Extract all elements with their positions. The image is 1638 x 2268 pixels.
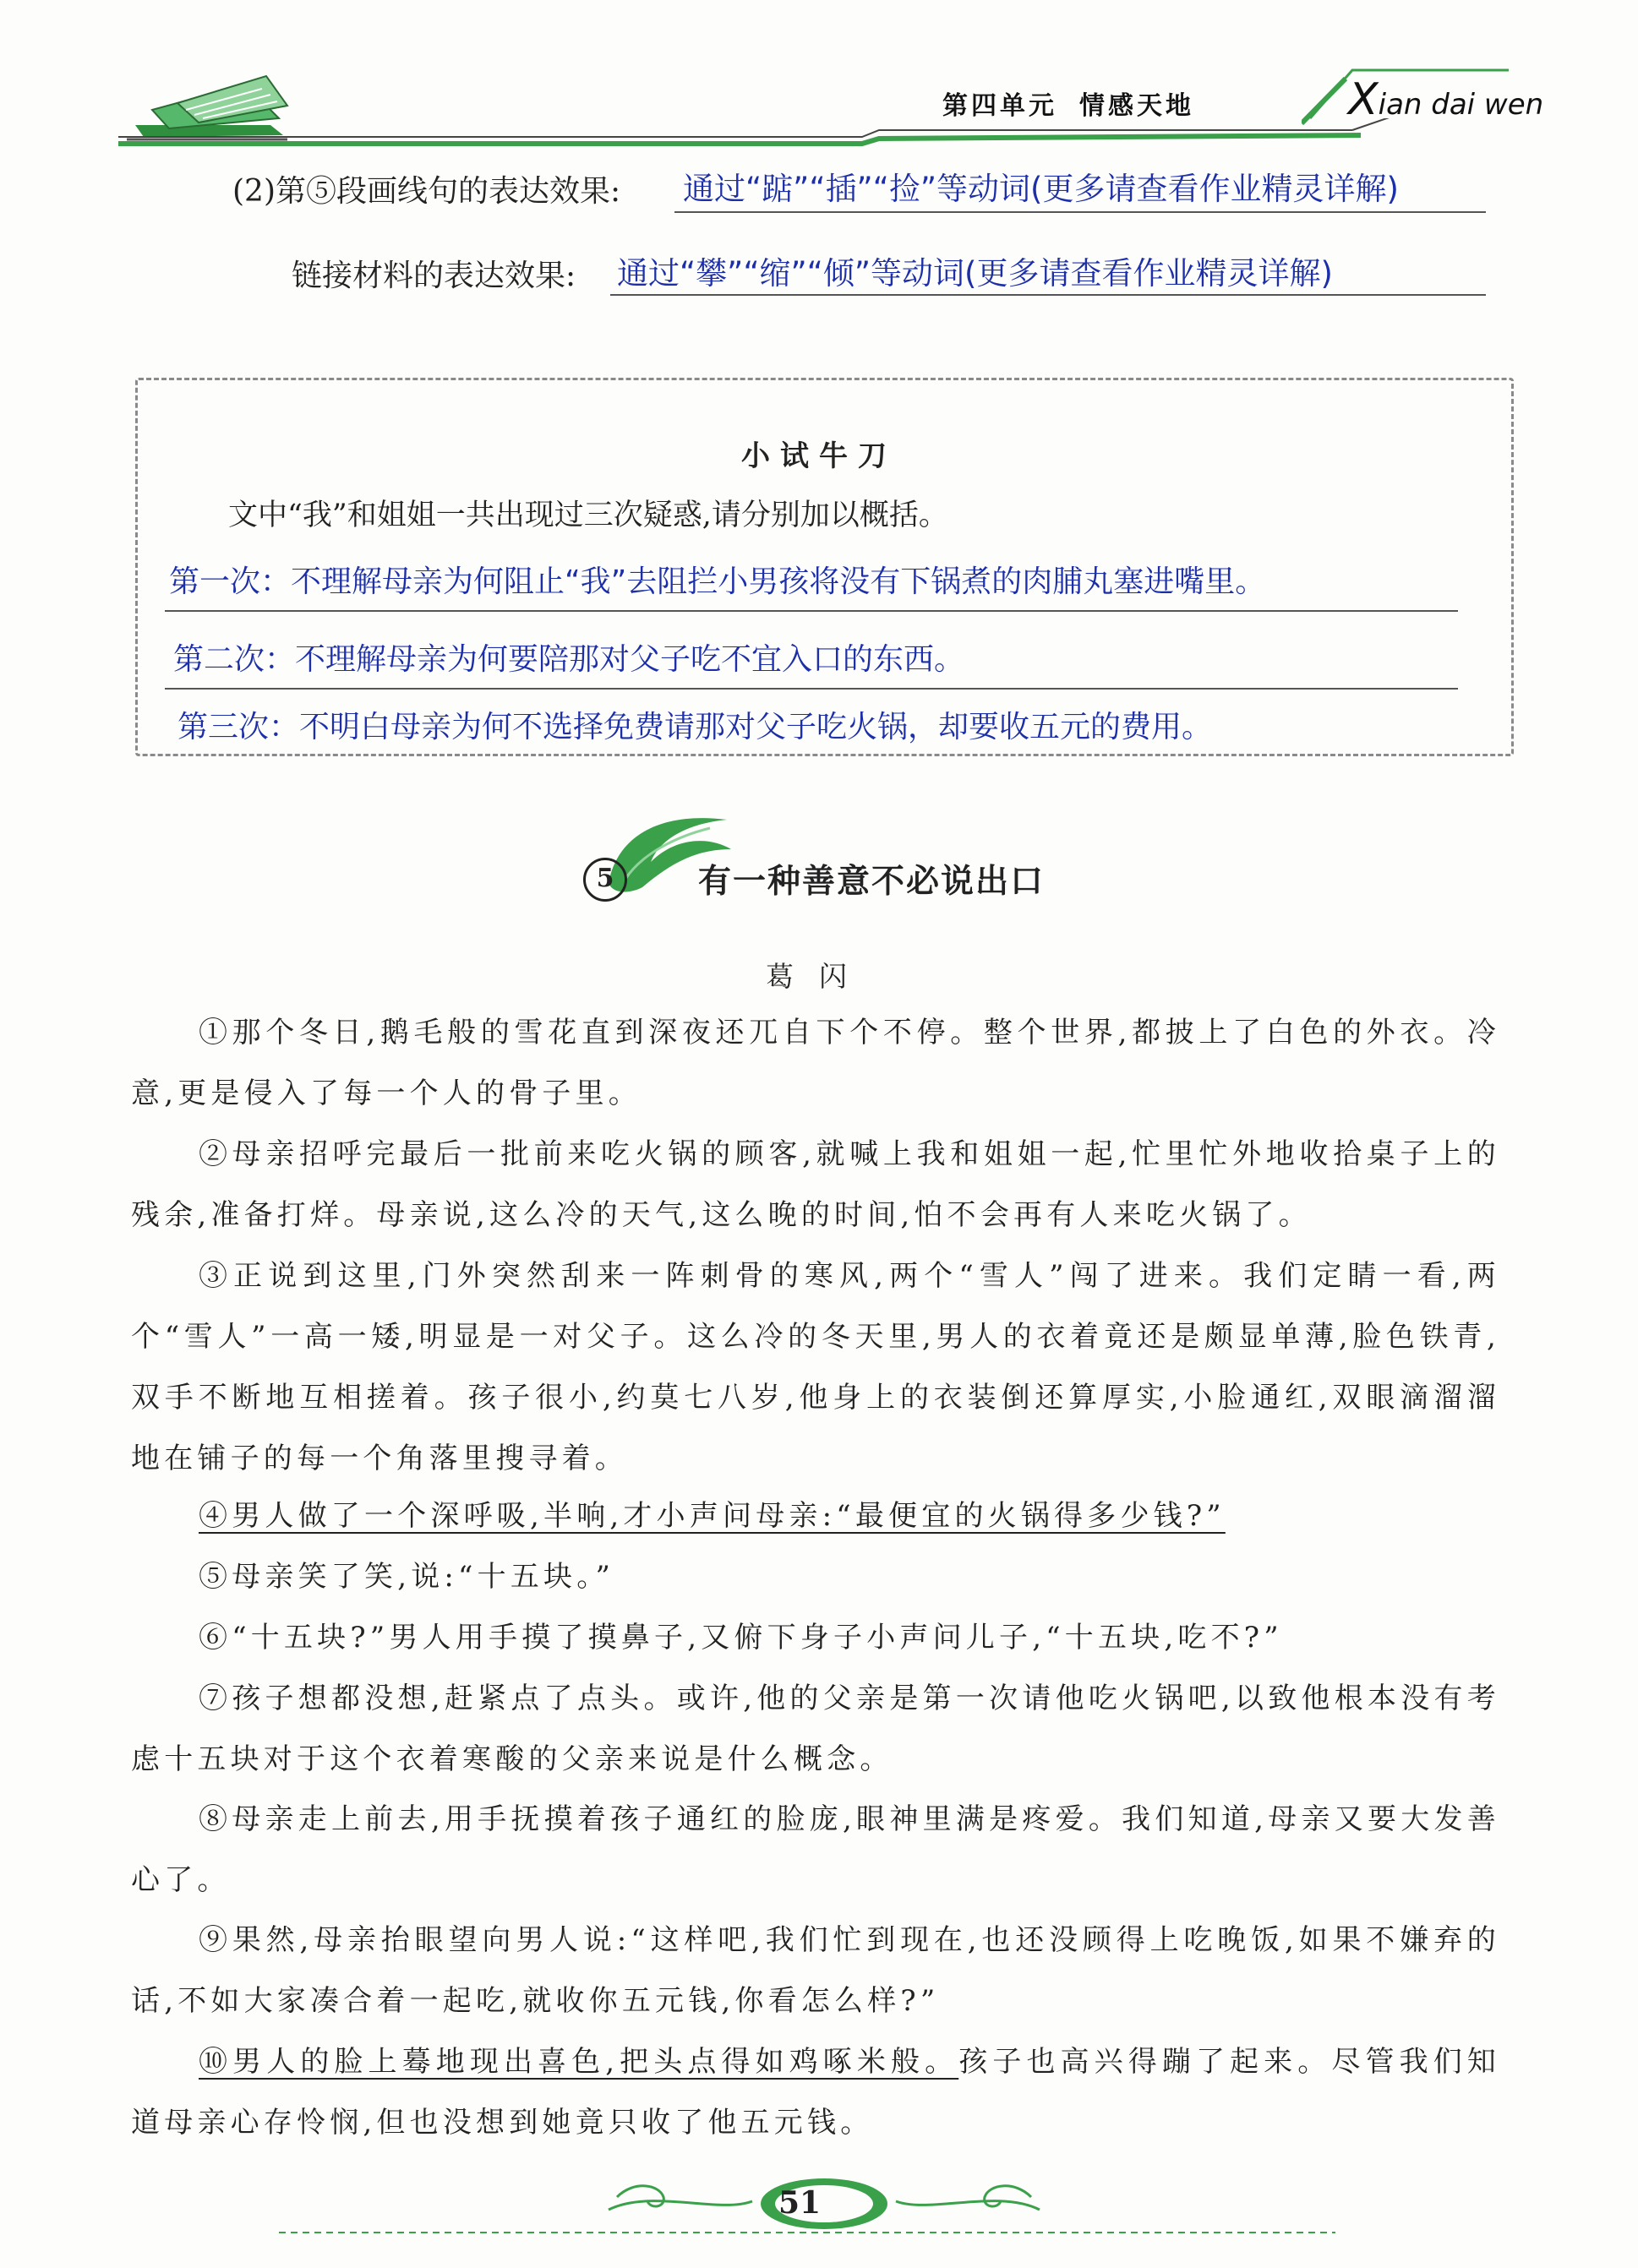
paragraph-block-2 [131, 1124, 1500, 1246]
paragraph-block-8 [131, 1789, 1500, 1911]
paragraph-9: ⑨果然,母亲抬眼望向男人说:“这样吧,我们忙到现在,也还没顾得上吃晚饭,如果不嫌弃的话,不如大家凑合着一起吃,就收你五元钱,你看怎么样?” [131, 1923, 1500, 2018]
link-label: 链接材料的表达效果: [292, 259, 576, 293]
practice-answer-3: 第三次：不明白母亲为何不选择免费请那对父子吃火锅，却要收五元的费用。 [177, 710, 1213, 744]
answer-rule-1 [165, 610, 1458, 612]
paragraph-1: ①那个冬日,鹅毛般的雪花直到深夜还兀自下个不停。整个世界,都披上了白色的外衣。冷意,更是侵入了每一个人的骨子里。 [131, 1016, 1500, 1110]
header-rule [118, 118, 1504, 152]
practice-answer-1: 第一次：不理解母亲为何阻止“我”去阻拦小男孩将没有下锅煮的肉脯丸塞进嘴里。 [169, 564, 1266, 599]
paragraph-block-5 [131, 1546, 1500, 1607]
practice-question: 文中“我”和姐姐一共出现过三次疑惑,请分别加以概括。 [228, 499, 948, 532]
brand-text: ian dai wen [1378, 88, 1544, 122]
q2-answer: 通过“踮”“插”“捡”等动词(更多请查看作业精灵详解) [683, 171, 1399, 207]
paragraph-10-underlined: ⑩男人的脸上蓦地现出喜色,把头点得如鸡啄米般。 [199, 2045, 959, 2079]
paragraph-block-7 [131, 1668, 1500, 1790]
paragraph-8: ⑧母亲走上前去,用手抚摸着孩子通红的脸庞,眼神里满是疼爱。我们知道,母亲又要大发善心了。 [131, 1802, 1500, 1897]
q2-answer-rule [674, 211, 1486, 213]
q2-label: (2)第⑤段画线句的表达效果: [232, 174, 621, 209]
paragraph-3: ③正说到这里,门外突然刮来一阵刺骨的寒风,两个“雪人”闯了进来。我们定睛一看,两个“雪人”一高一矮,明显是一对父子。这么冷的冬天里,男人的衣着竟还是颇显单薄,脸色铁青,双手不断地互相搓着。孩子很小,约莫七八岁,他身上的衣装倒还算厚实,小脸通红,双眼滴溜溜地在铺子的每一个角落里搜寻着。 [131, 1259, 1500, 1475]
paragraph-block-10 [131, 2031, 1500, 2153]
link-answer: 通过“攀”“缩”“倾”等动词(更多请查看作业精灵详解) [617, 255, 1333, 292]
author: 葛闪 [766, 960, 872, 993]
paragraph-10-rest: 孩子也高兴得蹦了起来。尽管我们知道母亲心存怜悯,但也没想到她竟只收了他五元钱。 [131, 2045, 1501, 2140]
paragraph-6: ⑥“十五块?”男人用手摸了摸鼻子,又俯下身子小声问儿子,“十五块,吃不?” [199, 1621, 1283, 1655]
paragraph-4 [131, 1486, 1500, 1546]
paragraph-4-underlined: ④男人做了一个深呼吸,半响,才小声问母亲:“最便宜的火锅得多少钱?” [199, 1499, 1226, 1533]
paragraph-block-1 [131, 1002, 1500, 1124]
paragraph-block-9 [131, 1910, 1500, 2031]
practice-answer-2: 第二次：不理解母亲为何要陪那对父子吃不宜入口的东西。 [173, 642, 965, 677]
paragraph-block-3 [131, 1246, 1500, 1489]
paragraph-2: ②母亲招呼完最后一批前来吃火锅的顾客,就喊上我和姐姐一起,忙里忙外地收拾桌子上的残余,准备打烊。母亲说,这么冷的天气,这么晚的时间,怕不会再有人来吃火锅了。 [131, 1137, 1500, 1232]
header-unit [942, 85, 1194, 122]
lesson-title: 有一种善意不必说出口 [698, 862, 1046, 901]
paragraph-10 [131, 2031, 1500, 2153]
page-number: 51 [778, 2185, 822, 2221]
paragraph-7: ⑦孩子想都没想,赶紧点了点头。或许,他的父亲是第一次请他吃火锅吧,以致他根本没有考虑十五块对于这个衣着寒酸的父亲来说是什么概念。 [131, 1682, 1500, 1776]
answer-rule-2 [165, 688, 1458, 690]
link-answer-rule [610, 294, 1486, 296]
practice-title: 小试牛刀 [741, 439, 897, 473]
unit-label: 第四单元 [942, 91, 1057, 121]
paragraph-5: ⑤母亲笑了笑,说:“十五块。” [199, 1560, 615, 1594]
paragraph-block-4 [131, 1486, 1500, 1546]
paragraph-block-6 [131, 1607, 1500, 1668]
lesson-number: 5 [583, 858, 627, 902]
header-brand [1348, 74, 1543, 125]
theme-label: 情感天地 [1079, 91, 1194, 121]
brand-initial: X [1348, 74, 1379, 125]
